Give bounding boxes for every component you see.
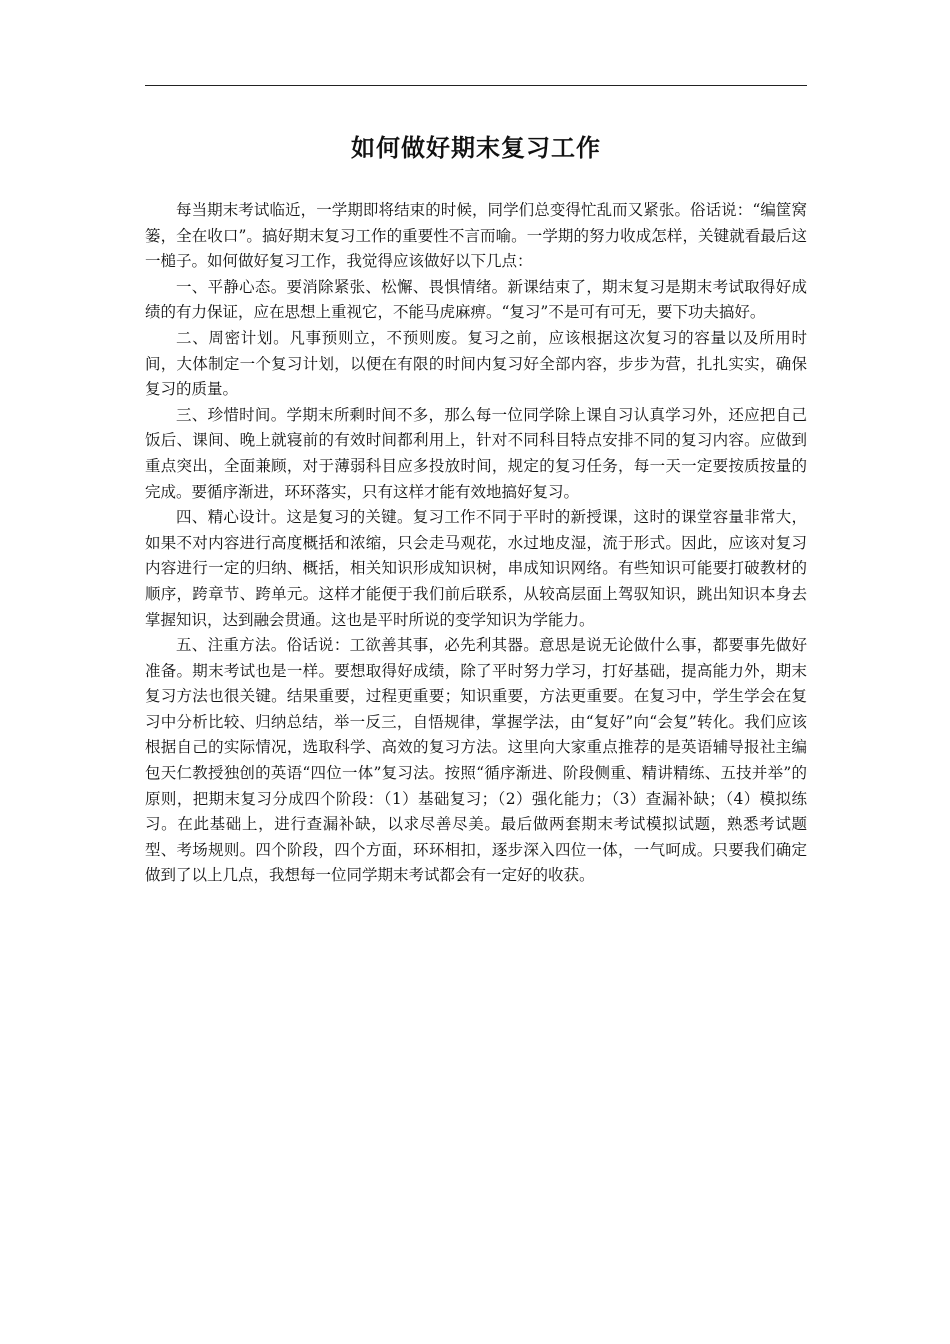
- paragraph-value-time: 三、珍惜时间。学期末所剩时间不多，那么每一位同学除上课自习认真学习外，还应把自己饭后、课间、晚上就寝前的有效时间都利用上，针对不同科目特点安排不同的复习内容。应做到重点突出，全面兼顾，对于薄弱科目应多投放时间，规定的复习任务，每一天一定要按质按量的完成。要循序渐进，环环落实，只有这样才能有效地搞好复习。: [145, 405, 807, 501]
- paragraph-focus-methods: 五、注重方法。俗话说：工欲善其事，必先利其器。意思是说无论做什么事，都要事先做好准备。期末考试也是一样。要想取得好成绩，除了平时努力学习，打好基础，提高能力外，期末复习方法也很关键。结果重要，过程更重要；知识重要，方法更重要。在复习中，学生学会在复习中分析比较、归纳总结，举一反三，自悟规律，掌握学法，由“复好”向“会复”转化。我们应该根据自己的实际情况，选取科学、高效的复习方法。这里向大家重点推荐的是英语辅导报社主编包天仁教授独创的英语“四位一体”复习法。按照“循序渐进、阶段侧重、精讲精练、五技并举”的原则，把期末复习分成四个阶段：（1）基础复习；（2）强化能力；（3）查漏补缺；（4）模拟练习。在此基础上，进行查漏补缺，以求尽善尽美。最后做两套期末考试模拟试题，熟悉考试题型、考场规则。四个阶段，四个方面，环环相扣，逐步深入四位一体，一气呵成。只要我们确定做到了以上几点，我想每一位同学期末考试都会有一定好的收获。: [145, 636, 807, 885]
- paragraph-calm-mindset: 一、平静心态。要消除紧张、松懈、畏惧情绪。新课结束了，期末复习是期末考试取得好成绩的有力保证，应在思想上重视它，不能马虎麻痹。“复习”不是可有可无，要下功夫搞好。: [145, 277, 807, 322]
- header-rule: [145, 85, 807, 86]
- paragraph-careful-design: 四、精心设计。这是复习的关键。复习工作不同于平时的新授课，这时的课堂容量非常大，如果不对内容进行高度概括和浓缩，只会走马观花，水过地皮湿，流于形式。因此，应该对复习内容进行一定的归纳、概括，相关知识形成知识树，串成知识网络。有些知识可能要打破教材的顺序，跨章节、跨单元。这样才能便于我们前后联系，从较高层面上驾驭知识，跳出知识本身去掌握知识，达到融会贯通。这也是平时所说的变学知识为学能力。: [145, 508, 807, 629]
- page-title: 如何做好期末复习工作: [351, 133, 601, 162]
- paragraph-careful-planning: 二、周密计划。凡事预则立，不预则废。复习之前，应该根据这次复习的容量以及所用时间，大体制定一个复习计划，以便在有限的时间内复习好全部内容，步步为营，扎扎实实，确保复习的质量。: [145, 328, 807, 399]
- intro-paragraph: 每当期末考试临近，一学期即将结束的时候，同学们总变得忙乱而又紧张。俗话说：“编筐窝篓，全在收口”。搞好期末复习工作的重要性不言而喻。一学期的努力收成怎样，关键就看最后这一槌子。如何做好复习工作，我觉得应该做好以下几点：: [145, 201, 807, 271]
- document-body: [145, 198, 807, 889]
